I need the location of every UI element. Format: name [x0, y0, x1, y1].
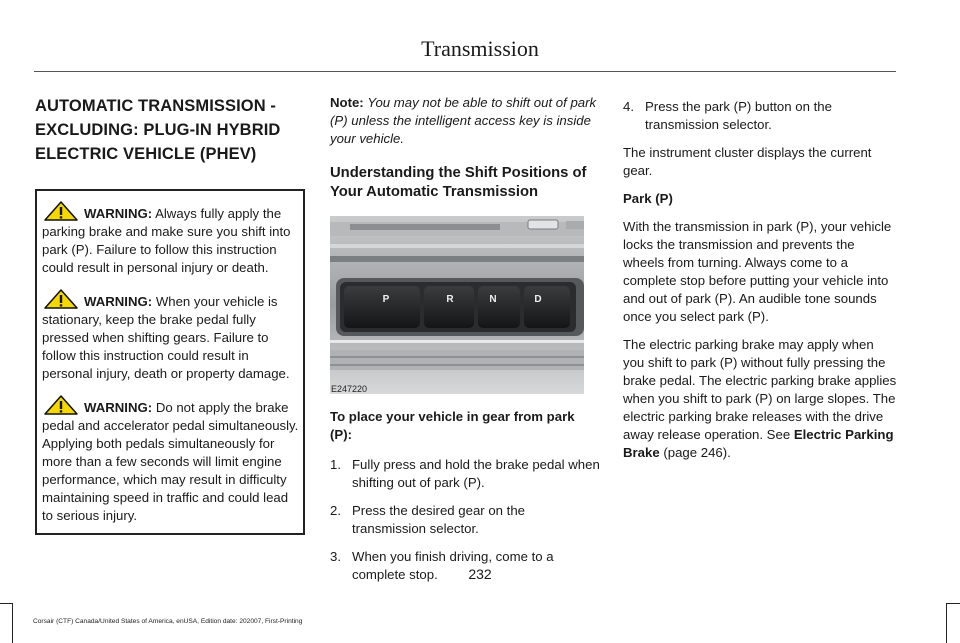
- warning-paragraph: [42, 395, 301, 525]
- step-text: When you finish driving, come to a complete stop.: [352, 549, 554, 582]
- middle-column: [330, 94, 600, 594]
- body-paragraph: [623, 336, 897, 462]
- neutral-button-label: N: [489, 294, 497, 305]
- section-heading-line: EXCLUDING: PLUG-IN HYBRID: [35, 121, 281, 139]
- gear-selector-figure: [330, 216, 584, 394]
- warning-text: Do not apply the brake pedal and accelerator pedal simultaneously. Applying both pedals simultaneously for more than a few seconds will limit engine performance, which may result in difficulty maintaining speed in traffic and could lead to serious injury.: [42, 400, 299, 523]
- page-title: Transmission: [421, 36, 539, 61]
- body-text: The electric parking brake may apply when you shift to park (P) without fully pressing the brake pedal. The electric parking brake applies when you shift to park (P) on large slopes. The electric parking brake releases with the drive away release operation. See: [623, 337, 897, 442]
- edition-footer: Corsair (CTF) Canada/United States of America, enUSA, Edition date: 202007, First-Printing: [33, 618, 303, 625]
- crop-mark: [946, 603, 960, 604]
- gear-button-row: [344, 286, 570, 328]
- reverse-button-label: R: [446, 294, 454, 305]
- subsection-heading: Understanding the Shift Positions of Your Automatic Transmission: [330, 165, 587, 200]
- warning-label: WARNING:: [84, 400, 153, 415]
- cross-reference-link[interactable]: Electric Parking Brake: [623, 427, 894, 460]
- figure-id: E247220: [331, 384, 368, 394]
- step-text: Press the park (P) button on the transmission selector.: [645, 99, 832, 132]
- right-column: [623, 94, 897, 472]
- note-paragraph: [330, 94, 600, 148]
- step-list-continued: [623, 98, 897, 134]
- body-paragraph: The instrument cluster displays the current gear.: [623, 145, 872, 178]
- step-number: 3.: [330, 549, 341, 564]
- crop-mark: [0, 603, 12, 604]
- list-item: [330, 456, 600, 492]
- warning-label: WARNING:: [84, 206, 153, 221]
- left-column: [35, 94, 305, 535]
- body-paragraph: With the transmission in park (P), your vehicle locks the transmission and prevents the wheels from turning. Always come to a complete stop before putting your vehicle into and out of park (P). An audible tone sounds once you select park (P).: [623, 219, 892, 324]
- gear-selector-illustration: [330, 216, 584, 394]
- step-number: 4.: [623, 99, 634, 114]
- header-rule: [34, 71, 896, 72]
- section-heading-line: AUTOMATIC TRANSMISSION -: [35, 97, 277, 115]
- step-list: [330, 456, 600, 584]
- park-heading: Park (P): [623, 191, 673, 206]
- crop-mark: [946, 603, 947, 643]
- page-reference: (page 246).: [663, 445, 731, 460]
- step-number: 2.: [330, 503, 341, 518]
- section-heading: [35, 94, 305, 166]
- note-text: You may not be able to shift out of park (P) unless the intelligent access key is inside your vehicle.: [330, 95, 597, 146]
- warning-paragraph: [42, 201, 301, 277]
- warning-triangle-icon: [44, 289, 78, 309]
- warning-label: WARNING:: [84, 294, 153, 309]
- list-item: [623, 98, 897, 134]
- park-button-label: P: [382, 294, 390, 305]
- note-label: Note:: [330, 95, 364, 110]
- step-number: 1.: [330, 457, 341, 472]
- step-text: Fully press and hold the brake pedal when shifting out of park (P).: [352, 457, 600, 490]
- instruction-heading: To place your vehicle in gear from park (P):: [330, 409, 575, 442]
- step-text: Press the desired gear on the transmission selector.: [352, 503, 526, 536]
- warning-triangle-icon: [44, 395, 78, 415]
- warning-box: [35, 189, 305, 535]
- warning-paragraph: [42, 289, 301, 383]
- crop-mark: [12, 603, 13, 643]
- section-heading-line: ELECTRIC VEHICLE (PHEV): [35, 145, 257, 163]
- list-item: [330, 502, 600, 538]
- warning-text: When your vehicle is stationary, keep the brake pedal fully pressed when shifting gears. Failure to follow this instruction could result in personal injury, death or property damage.: [42, 294, 290, 381]
- warning-text: Always fully apply the parking brake and make sure you shift into park (P). Failure to follow this instruction could result in personal injury or death.: [42, 206, 291, 275]
- drive-button-label: D: [534, 294, 542, 305]
- page-number: 232: [468, 566, 492, 582]
- warning-triangle-icon: [44, 201, 78, 221]
